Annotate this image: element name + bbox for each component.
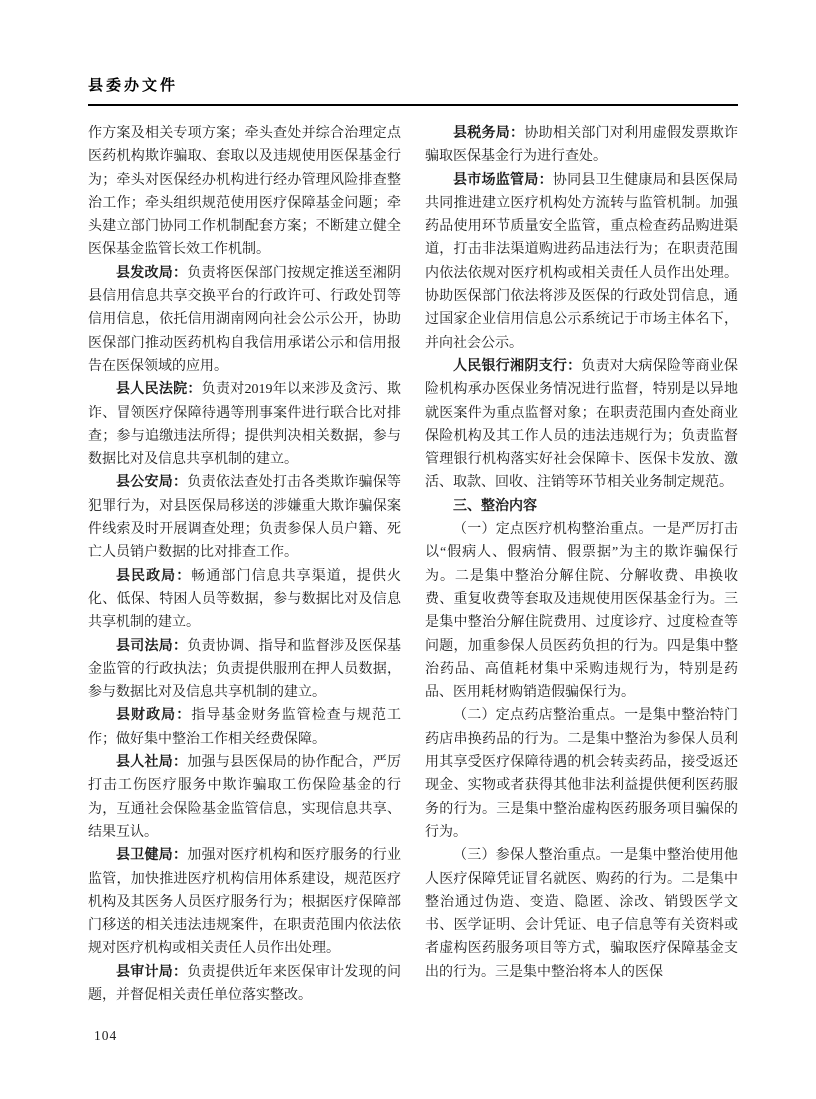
paragraph-text: 负责对2019年以来涉及贪污、欺诈、冒领医疗保障待遇等刑事案件进行联合比对排查；参与追缴违法所得；提供判决相关数据，参与数据比对及信息共享机制的建立。 <box>88 382 402 468</box>
header-divider <box>88 104 738 106</box>
paragraph <box>425 495 738 518</box>
paragraph-text: （三）参保人整治重点。一是集中整治使用他人医疗保障凭证冒名就医、购药的行为。二是集中整治通过伪造、变造、隐匿、涂改、销毁医学文书、医学证明、会计凭证、电子信息等有关资料或者虚构医药服务项目等方式，骗取医疗保障基金支出的行为。三是集中整治将本人的医保 <box>425 848 738 980</box>
paragraph <box>425 704 738 844</box>
paragraph-lead: 县人社局： <box>116 755 188 771</box>
paragraph-text: 负责协调、指导和监督涉及医保基金监管的行政执法；负责提供服刑在押人员数据，参与数据比对及信息共享机制的建立。 <box>88 638 402 701</box>
paragraph-lead: 县财政局： <box>116 708 192 724</box>
paragraph-text: 加强与县医保局的协作配合，严厉打击工伤医疗服务中欺诈骗取工伤保险基金的行为，互通社会保险基金监管信息，实现信息共享、结果互认。 <box>88 755 402 840</box>
right-column <box>425 122 738 1007</box>
paragraph-text: 畅通部门信息共享渠道，提供火化、低保、特困人员等数据，参与数据比对及信息共享机制的建立。 <box>88 568 402 631</box>
paragraph-lead: 县卫健局： <box>116 848 188 864</box>
paragraph <box>88 635 401 705</box>
paragraph <box>425 844 738 984</box>
document-header <box>88 74 738 106</box>
paragraph <box>88 122 401 262</box>
document-header-title: 县委办文件 <box>88 78 179 94</box>
paragraph-text: 作方案及相关专项方案；牵头查处并综合治理定点医药机构欺诈骗取、套取以及违规使用医保基金行为；牵头对医保经办机构进行经办管理风险排查整治工作；牵头组织规范使用医疗保障基金问题；牵头建立部门协同工作机制配套方案；不断建立健全医保基金监管长效工作机制。 <box>88 126 401 258</box>
paragraph-text: 协同县卫生健康局和县医保局共同推进建立医疗机构处方流转与监管机制。加强药品使用环节质量安全监管，重点检查药品购进渠道，打击非法渠道购进药品违法行为；在职责范围内依法依规对医疗机构或相关责任人员作出处理。协助医保部门依法将涉及医保的行政处罚信息，通过国家企业信用信息公示系统记于市场主体名下，并向社会公示。 <box>425 172 739 351</box>
paragraph <box>88 751 401 844</box>
paragraph-lead: 县公安局： <box>116 475 188 491</box>
paragraph <box>425 518 738 704</box>
paragraph-text: 负责提供近年来医保审计发现的问题，并督促相关责任单位落实整改。 <box>88 964 402 1003</box>
paragraph-lead: 县税务局： <box>453 126 525 141</box>
page-number: 104 <box>94 1028 118 1043</box>
paragraph-lead: 县审计局： <box>116 964 188 980</box>
paragraph <box>88 262 401 378</box>
paragraph-text: 负责依法查处打击各类欺诈骗保等犯罪行为，对县医保局移送的涉嫌重大欺诈骗保案件线索及时开展调查处理；负责参保人员户籍、死亡人员销户数据的比对排查工作。 <box>88 475 402 561</box>
paragraph <box>425 355 738 495</box>
paragraph-lead: 县人民法院： <box>116 382 202 398</box>
left-column <box>88 122 401 1007</box>
paragraph <box>425 169 738 355</box>
paragraph-lead: 县市场监管局： <box>453 172 553 188</box>
document-body <box>88 122 738 1007</box>
paragraph-lead: 县发改局： <box>116 265 188 281</box>
paragraph <box>88 961 401 1008</box>
paragraph-text: 加强对医疗机构和医疗服务的行业监管，加快推进医疗机构信用体系建设，规范医疗机构及其医务人员医疗服务行为；根据医疗保障部门移送的相关违法违规案件，在职责范围内依法依规对医疗机构或相关责任人员作出处理。 <box>88 848 402 957</box>
paragraph <box>88 378 401 471</box>
paragraph-text: （一）定点医疗机构整治重点。一是严厉打击以“假病人、假病情、假票据”为主的欺诈骗保行为。二是集中整治分解住院、分解收费、串换收费、重复收费等套取及违规使用医保基金行为。三是集中整治分解住院费用、过度诊疗、过度检查等问题，加重参保人员医药负担的行为。四是集中整治药品、高值耗材集中采购违规行为，特别是药品、医用耗材购销造假骗保行为。 <box>425 522 738 701</box>
paragraph-lead: 县司法局： <box>116 638 188 654</box>
paragraph <box>88 471 401 564</box>
paragraph-text: （二）定点药店整治重点。一是集中整治特门药店串换药品的行为。二是集中整治为参保人员利用其享受医疗保障待遇的机会转卖药品，接受返还现金、实物或者获得其他非法利益提供便利医药服务的行为。三是集中整治虚构医药服务项目骗保的行为。 <box>425 708 738 840</box>
paragraph-lead: 县民政局： <box>116 568 192 584</box>
paragraph-text: 负责对大病保险等商业保险机构承办医保业务情况进行监督，特别是以异地就医案件为重点监督对象；在职责范围内查处商业保险机构及其工作人员的违法违规行为；负责监督管理银行机构落实好社会保障卡、医保卡发放、激活、取款、回收、注销等环节相关业务制定规范。 <box>425 358 739 491</box>
paragraph <box>88 844 401 960</box>
paragraph <box>88 565 401 635</box>
paragraph-text: 协助相关部门对利用虚假发票欺诈骗取医保基金行为进行查处。 <box>425 126 739 165</box>
paragraph <box>425 122 738 169</box>
paragraph <box>88 704 401 751</box>
paragraph-text: 指导基金财务监管检查与规范工作；做好集中整治工作相关经费保障。 <box>88 708 402 747</box>
paragraph-lead: 人民银行湘阴支行： <box>453 358 582 374</box>
paragraph-text: 负责将医保部门按规定推送至湘阴县信用信息共享交换平台的行政许可、行政处罚等信用信息，依托信用湖南网向社会公示公开，协助医保部门推动医药机构自我信用承诺公示和信用报告在医保领域的应用。 <box>88 265 402 374</box>
paragraph-lead: 三、整治内容 <box>453 498 537 514</box>
